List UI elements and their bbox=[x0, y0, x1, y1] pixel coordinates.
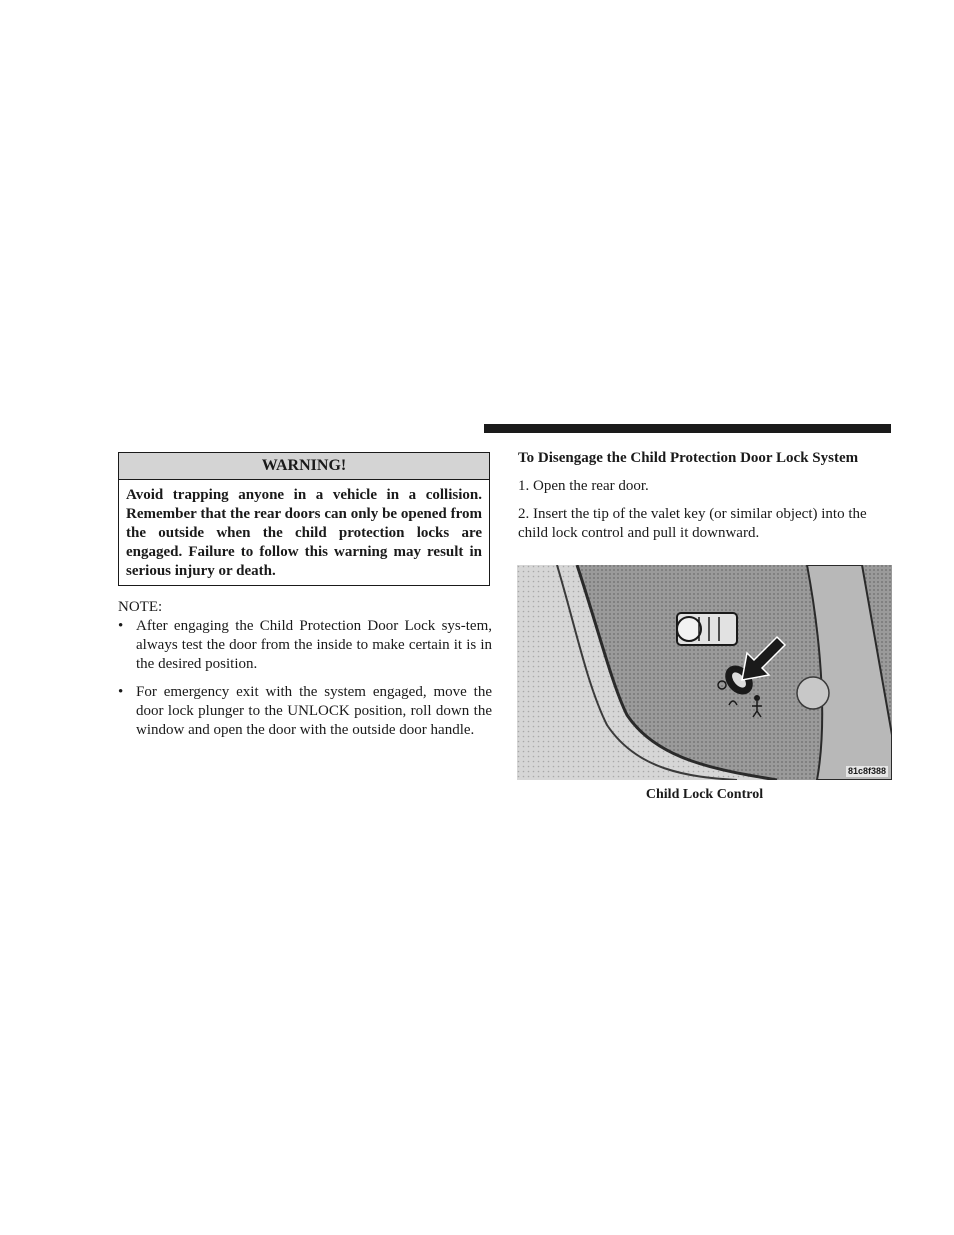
step-2: 2. Insert the tip of the valet key (or similar object) into the child lock control and pull it downward. bbox=[518, 506, 867, 541]
instructions-column bbox=[518, 449, 892, 552]
child-lock-illustration bbox=[517, 565, 892, 780]
section-divider-bar bbox=[484, 424, 891, 433]
warning-box bbox=[118, 452, 490, 586]
figure-caption: Child Lock Control bbox=[645, 787, 764, 802]
figure-code: 81c8f388 bbox=[847, 766, 886, 776]
warning-title: WARNING! bbox=[119, 453, 489, 480]
note-bullet-text: After engaging the Child Protection Door Lock sys-tem, always test the door from the inside to make certain it is in the desired position. bbox=[136, 618, 492, 672]
note-bullet-text: For emergency exit with the system engaged, move the door lock plunger to the UNLOCK position, roll down the window and open the door with the outside door handle. bbox=[136, 684, 492, 738]
bullet-icon: • bbox=[118, 618, 124, 634]
bullet-icon: • bbox=[118, 684, 124, 700]
list-item bbox=[118, 617, 492, 674]
step-1: 1. Open the rear door. bbox=[518, 478, 649, 494]
note-bullet-list bbox=[118, 617, 492, 749]
note-label: NOTE: bbox=[118, 599, 163, 615]
list-item bbox=[118, 683, 492, 740]
section-title: To Disengage the Child Protection Door Lock System bbox=[518, 450, 859, 466]
door-latch-drawing bbox=[517, 565, 892, 780]
warning-text: Avoid trapping anyone in a vehicle in a collision. Remember that the rear doors can only be opened from the outside when the child protection locks are engaged. Failure to follow this warning may result in serious injury or death. bbox=[126, 487, 482, 579]
